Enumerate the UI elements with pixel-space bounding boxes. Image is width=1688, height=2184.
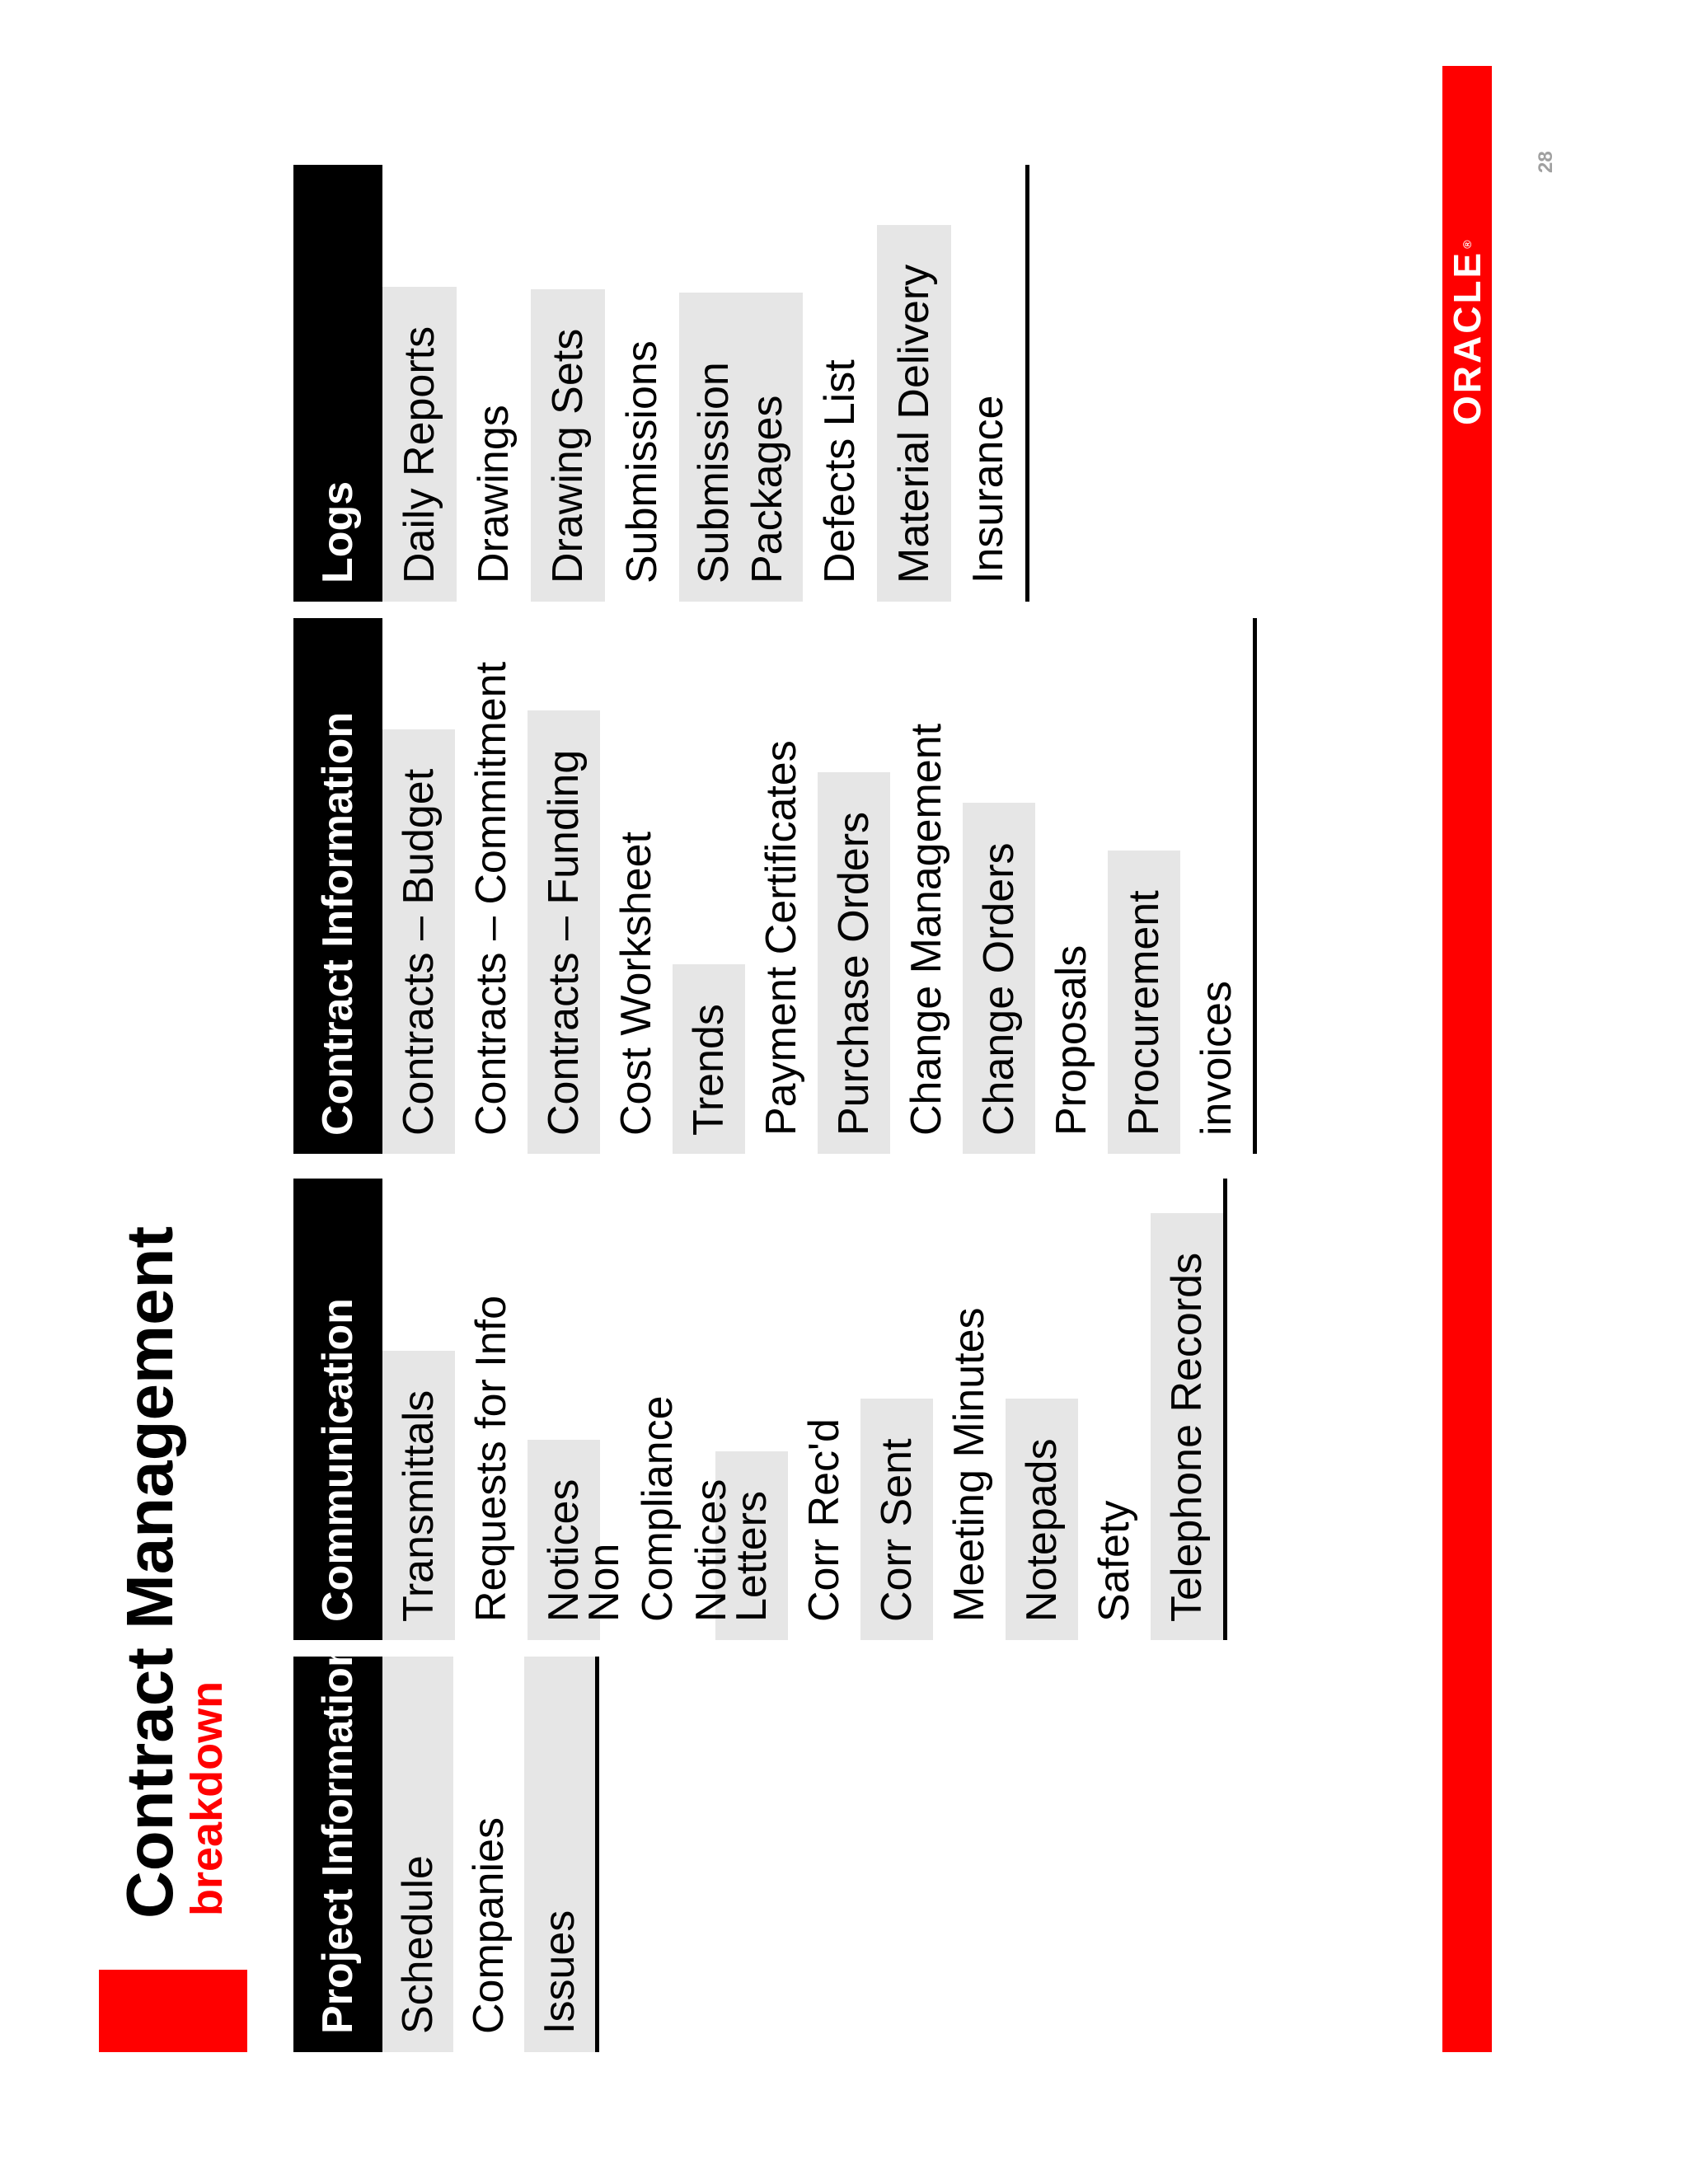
list-item-label: Telephone Records bbox=[1162, 1252, 1211, 1622]
list-item bbox=[951, 165, 1025, 602]
list-item bbox=[382, 287, 457, 602]
list-item-label: Issues bbox=[535, 1910, 584, 2034]
list-item-label: Transmittals bbox=[394, 1390, 443, 1622]
column-header: Project Information bbox=[293, 1657, 382, 2052]
list-item-label: Change Orders bbox=[974, 842, 1023, 1136]
list-item bbox=[531, 289, 605, 602]
list-item bbox=[528, 710, 600, 1154]
column-end-rule bbox=[1223, 1179, 1227, 1640]
list-item-label: Defects List bbox=[815, 359, 864, 583]
list-item bbox=[818, 772, 890, 1154]
list-item bbox=[600, 618, 673, 1154]
list-item-label: Daily Reports bbox=[395, 326, 443, 583]
list-item-label: Change Management bbox=[902, 723, 950, 1136]
list-item-label: Submission Packages bbox=[690, 362, 791, 583]
column-header: Communication bbox=[293, 1179, 382, 1640]
column-header: Logs bbox=[293, 165, 382, 602]
list-item-label: Notices bbox=[539, 1479, 588, 1622]
list-item bbox=[1151, 1213, 1223, 1640]
page-number: 28 bbox=[1535, 151, 1557, 173]
list-item-label: Corr Rec'd bbox=[799, 1418, 848, 1622]
list-item-label: Purchase Orders bbox=[829, 811, 878, 1136]
oracle-logo bbox=[1442, 240, 1492, 425]
list-item-label: Schedule bbox=[393, 1855, 442, 2034]
column-end-rule bbox=[595, 1657, 599, 2052]
list-item bbox=[745, 618, 818, 1154]
list-item-label: Trends bbox=[684, 1004, 733, 1136]
list-item-label: Contracts – Budget bbox=[394, 768, 443, 1136]
list-item bbox=[382, 1657, 453, 2052]
list-item-label: Corr Sent bbox=[872, 1438, 921, 1622]
list-item bbox=[524, 1657, 595, 2052]
list-item-label: Non Compliance Notices bbox=[579, 1395, 735, 1622]
column-communication bbox=[293, 1179, 1227, 1640]
list-item bbox=[933, 1179, 1006, 1640]
list-item bbox=[673, 964, 745, 1154]
list-item bbox=[803, 165, 877, 602]
slide-subtitle: breakdown bbox=[182, 1680, 232, 1916]
list-item bbox=[382, 1351, 455, 1640]
list-item-label: Requests for Info bbox=[467, 1296, 515, 1622]
list-item-label: Cost Worksheet bbox=[612, 832, 660, 1136]
oracle-logo-text: ORACLE bbox=[1446, 250, 1489, 425]
list-item bbox=[877, 225, 951, 602]
list-item-label: Drawings bbox=[469, 405, 518, 583]
list-item-label: Submissions bbox=[617, 340, 666, 583]
title-accent-square bbox=[99, 1970, 247, 2052]
list-item-label: Insurance bbox=[964, 395, 1012, 583]
list-item bbox=[579, 1179, 735, 1640]
list-item-label: Drawing Sets bbox=[543, 328, 592, 583]
list-item bbox=[382, 729, 455, 1154]
list-item bbox=[860, 1399, 933, 1640]
list-item bbox=[788, 1179, 860, 1640]
list-item bbox=[605, 165, 679, 602]
column-contract-information bbox=[293, 618, 1257, 1154]
list-item bbox=[455, 1179, 528, 1640]
slide-title: Contract Management bbox=[113, 1226, 186, 1919]
column-end-rule bbox=[1253, 618, 1257, 1154]
list-item bbox=[1108, 851, 1180, 1154]
list-item bbox=[1180, 618, 1253, 1154]
list-item-label: Material Delivery bbox=[889, 264, 938, 583]
list-item bbox=[679, 293, 803, 602]
list-item bbox=[457, 165, 531, 602]
list-item bbox=[963, 803, 1035, 1154]
column-logs bbox=[293, 165, 1029, 602]
list-item-label: invoices bbox=[1192, 981, 1240, 1136]
list-item-label: Proposals bbox=[1047, 944, 1095, 1136]
list-item-label: Payment Certificates bbox=[757, 740, 805, 1136]
list-item bbox=[453, 1657, 524, 2052]
registered-mark: ® bbox=[1461, 240, 1474, 249]
column-end-rule bbox=[1025, 165, 1029, 602]
list-item bbox=[1006, 1399, 1078, 1640]
list-item-label: Companies bbox=[464, 1816, 513, 2034]
list-item-label: Meeting Minutes bbox=[945, 1307, 993, 1622]
list-item-label: Contracts – Funding bbox=[539, 749, 588, 1136]
list-item-label: Letters bbox=[727, 1491, 776, 1622]
list-item-label: Contracts – Commitment bbox=[467, 661, 515, 1136]
list-item-label: Procurement bbox=[1119, 890, 1168, 1136]
column-project-information bbox=[293, 1641, 599, 2052]
list-item-label: Notepads bbox=[1017, 1438, 1066, 1622]
list-item bbox=[1078, 1179, 1151, 1640]
list-item bbox=[1035, 618, 1108, 1154]
list-item bbox=[890, 618, 963, 1154]
list-item-label: Safety bbox=[1090, 1500, 1138, 1622]
column-header: Contract Information bbox=[293, 618, 382, 1154]
list-item bbox=[455, 618, 528, 1154]
